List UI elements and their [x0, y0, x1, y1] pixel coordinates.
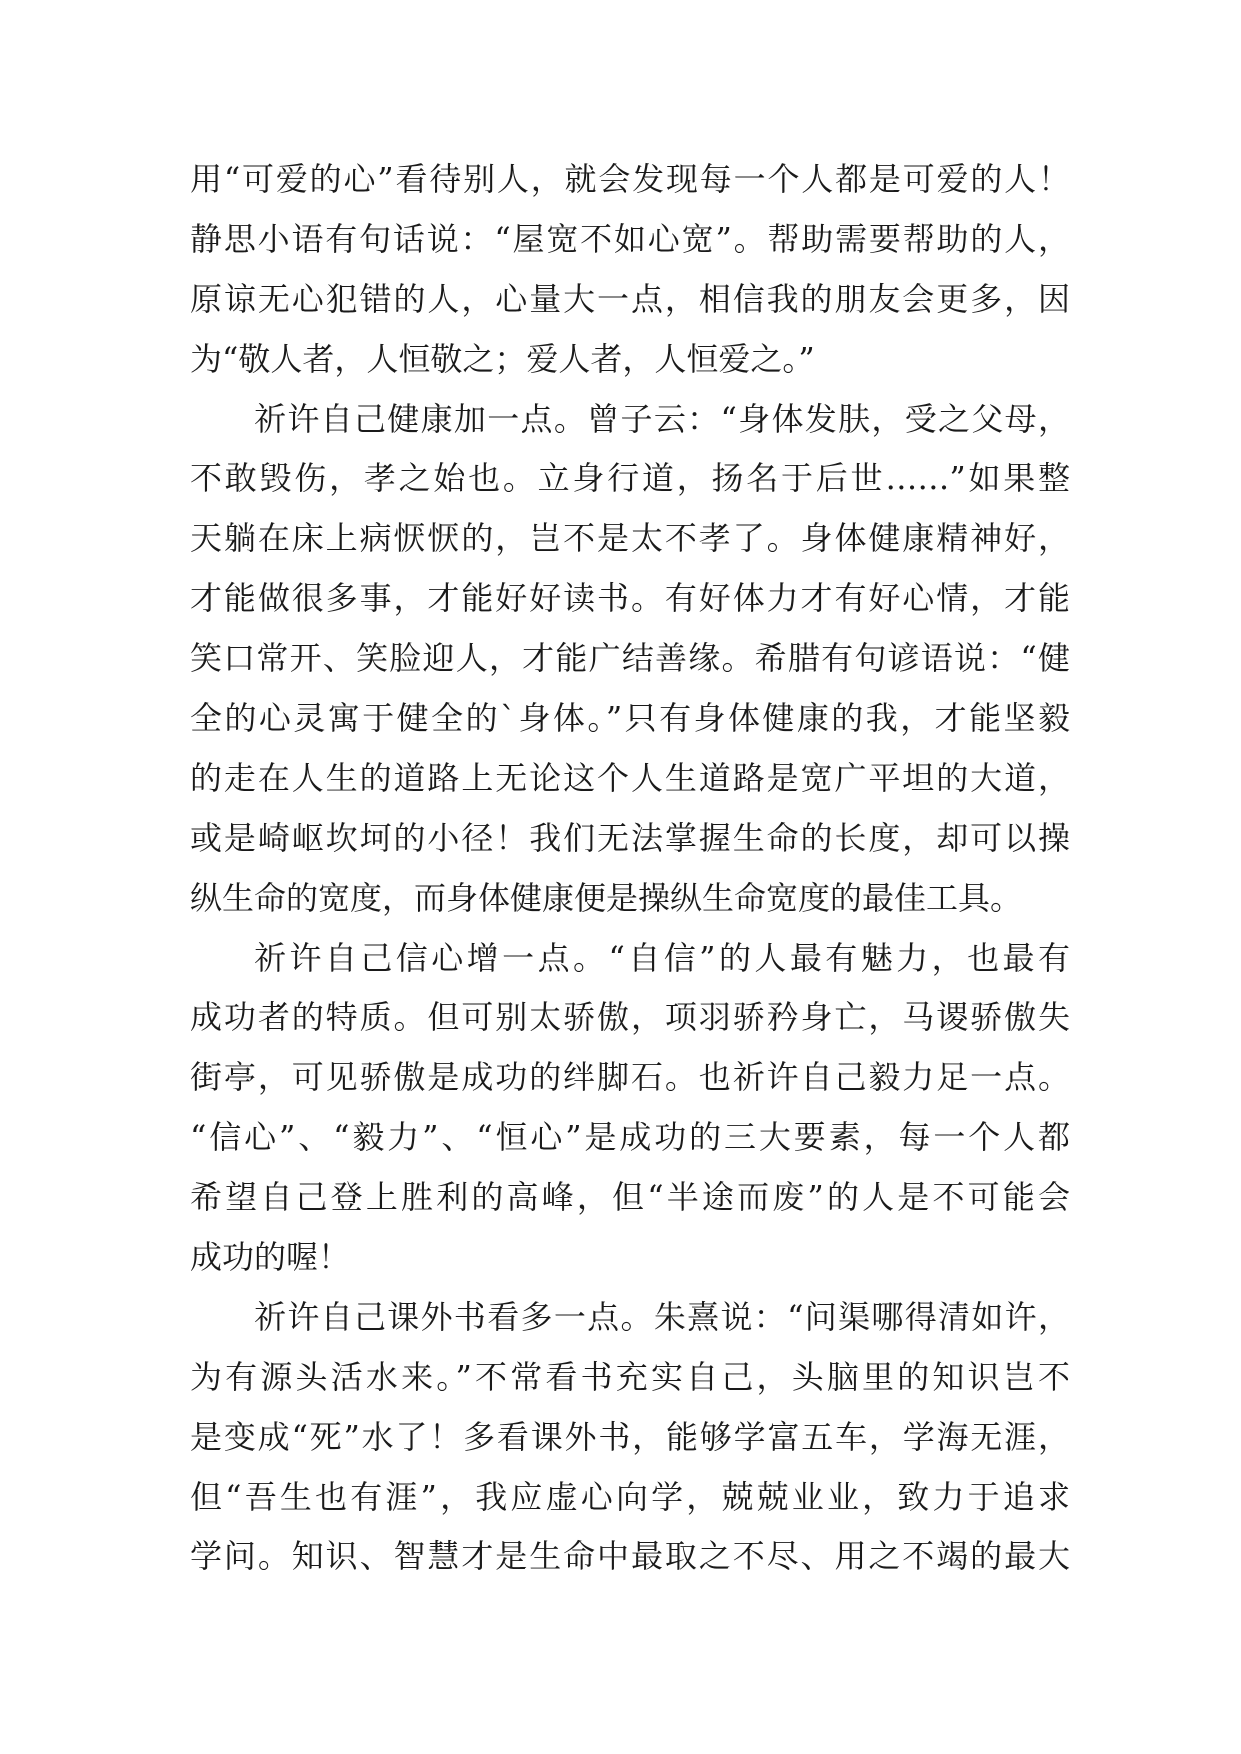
paragraph-line: 的走在人生的道路上无论这个人生道路是宽广平坦的大道， — [190, 758, 1070, 797]
paragraph-line: 纵生命的宽度，而身体健康便是操纵生命宽度的最佳工具。 — [190, 878, 1023, 917]
document-body — [190, 150, 1070, 1587]
paragraph-2 — [190, 390, 1070, 929]
paragraph-line: 祈许自己健康加一点。曾子云：“身体发肤，受之父母， — [254, 399, 1070, 438]
paragraph-line: 祈许自己课外书看多一点。朱熹说：“问渠哪得清如许， — [254, 1297, 1070, 1336]
paragraph-line: 为“敬人者，人恒敬之；爱人者，人恒爱之。” — [190, 339, 815, 378]
paragraph-line: 街亭，可见骄傲是成功的绊脚石。也祈许自己毅力足一点。 — [190, 1058, 1070, 1097]
paragraph-4 — [190, 1288, 1070, 1587]
paragraph-line: 天躺在床上病恹恹的，岂不是太不孝了。身体健康精神好， — [190, 519, 1070, 558]
paragraph-line: 静思小语有句话说：“屋宽不如心宽”。帮助需要帮助的人， — [190, 219, 1070, 258]
paragraph-line: 但“吾生也有涯”，我应虚心向学，兢兢业业，致力于追求 — [190, 1477, 1070, 1516]
paragraph-3 — [190, 929, 1070, 1288]
paragraph-line: 学问。知识、智慧才是生命中最取之不尽、用之不竭的最大 — [190, 1537, 1070, 1576]
paragraph-line: 为有源头活水来。”不常看书充实自己，头脑里的知识岂不 — [190, 1357, 1070, 1396]
paragraph-line: 笑口常开、笑脸迎人，才能广结善缘。希腊有句谚语说：“健 — [190, 639, 1070, 678]
paragraph-line: 用“可爱的心”看待别人，就会发现每一个人都是可爱的人！ — [190, 160, 1070, 198]
paragraph-line: “信心”、“毅力”、“恒心”是成功的三大要素，每一个人都 — [190, 1118, 1070, 1157]
paragraph-line: 原谅无心犯错的人，心量大一点，相信我的朋友会更多，因 — [190, 279, 1070, 318]
paragraph-line: 成功者的特质。但可别太骄傲，项羽骄矜身亡，马谡骄傲失 — [190, 998, 1070, 1037]
paragraph-line: 不敢毁伤，孝之始也。立身行道，扬名于后世……”如果整 — [190, 459, 1070, 498]
paragraph-line: 祈许自己信心增一点。“自信”的人最有魅力，也最有 — [254, 938, 1070, 977]
paragraph-line: 全的心灵寓于健全的`身体。”只有身体健康的我，才能坚毅 — [190, 699, 1070, 738]
paragraph-line: 成功的喔！ — [190, 1238, 351, 1277]
paragraph-line: 或是崎岖坎坷的小径！我们无法掌握生命的长度，却可以操 — [190, 818, 1070, 857]
paragraph-line: 是变成“死”水了！多看课外书，能够学富五车，学海无涯， — [190, 1417, 1070, 1456]
paragraph-line: 才能做很多事，才能好好读书。有好体力才有好心情，才能 — [190, 579, 1070, 618]
paragraph-line: 希望自己登上胜利的高峰，但“半途而废”的人是不可能会 — [190, 1178, 1070, 1217]
paragraph-1 — [190, 150, 1070, 390]
